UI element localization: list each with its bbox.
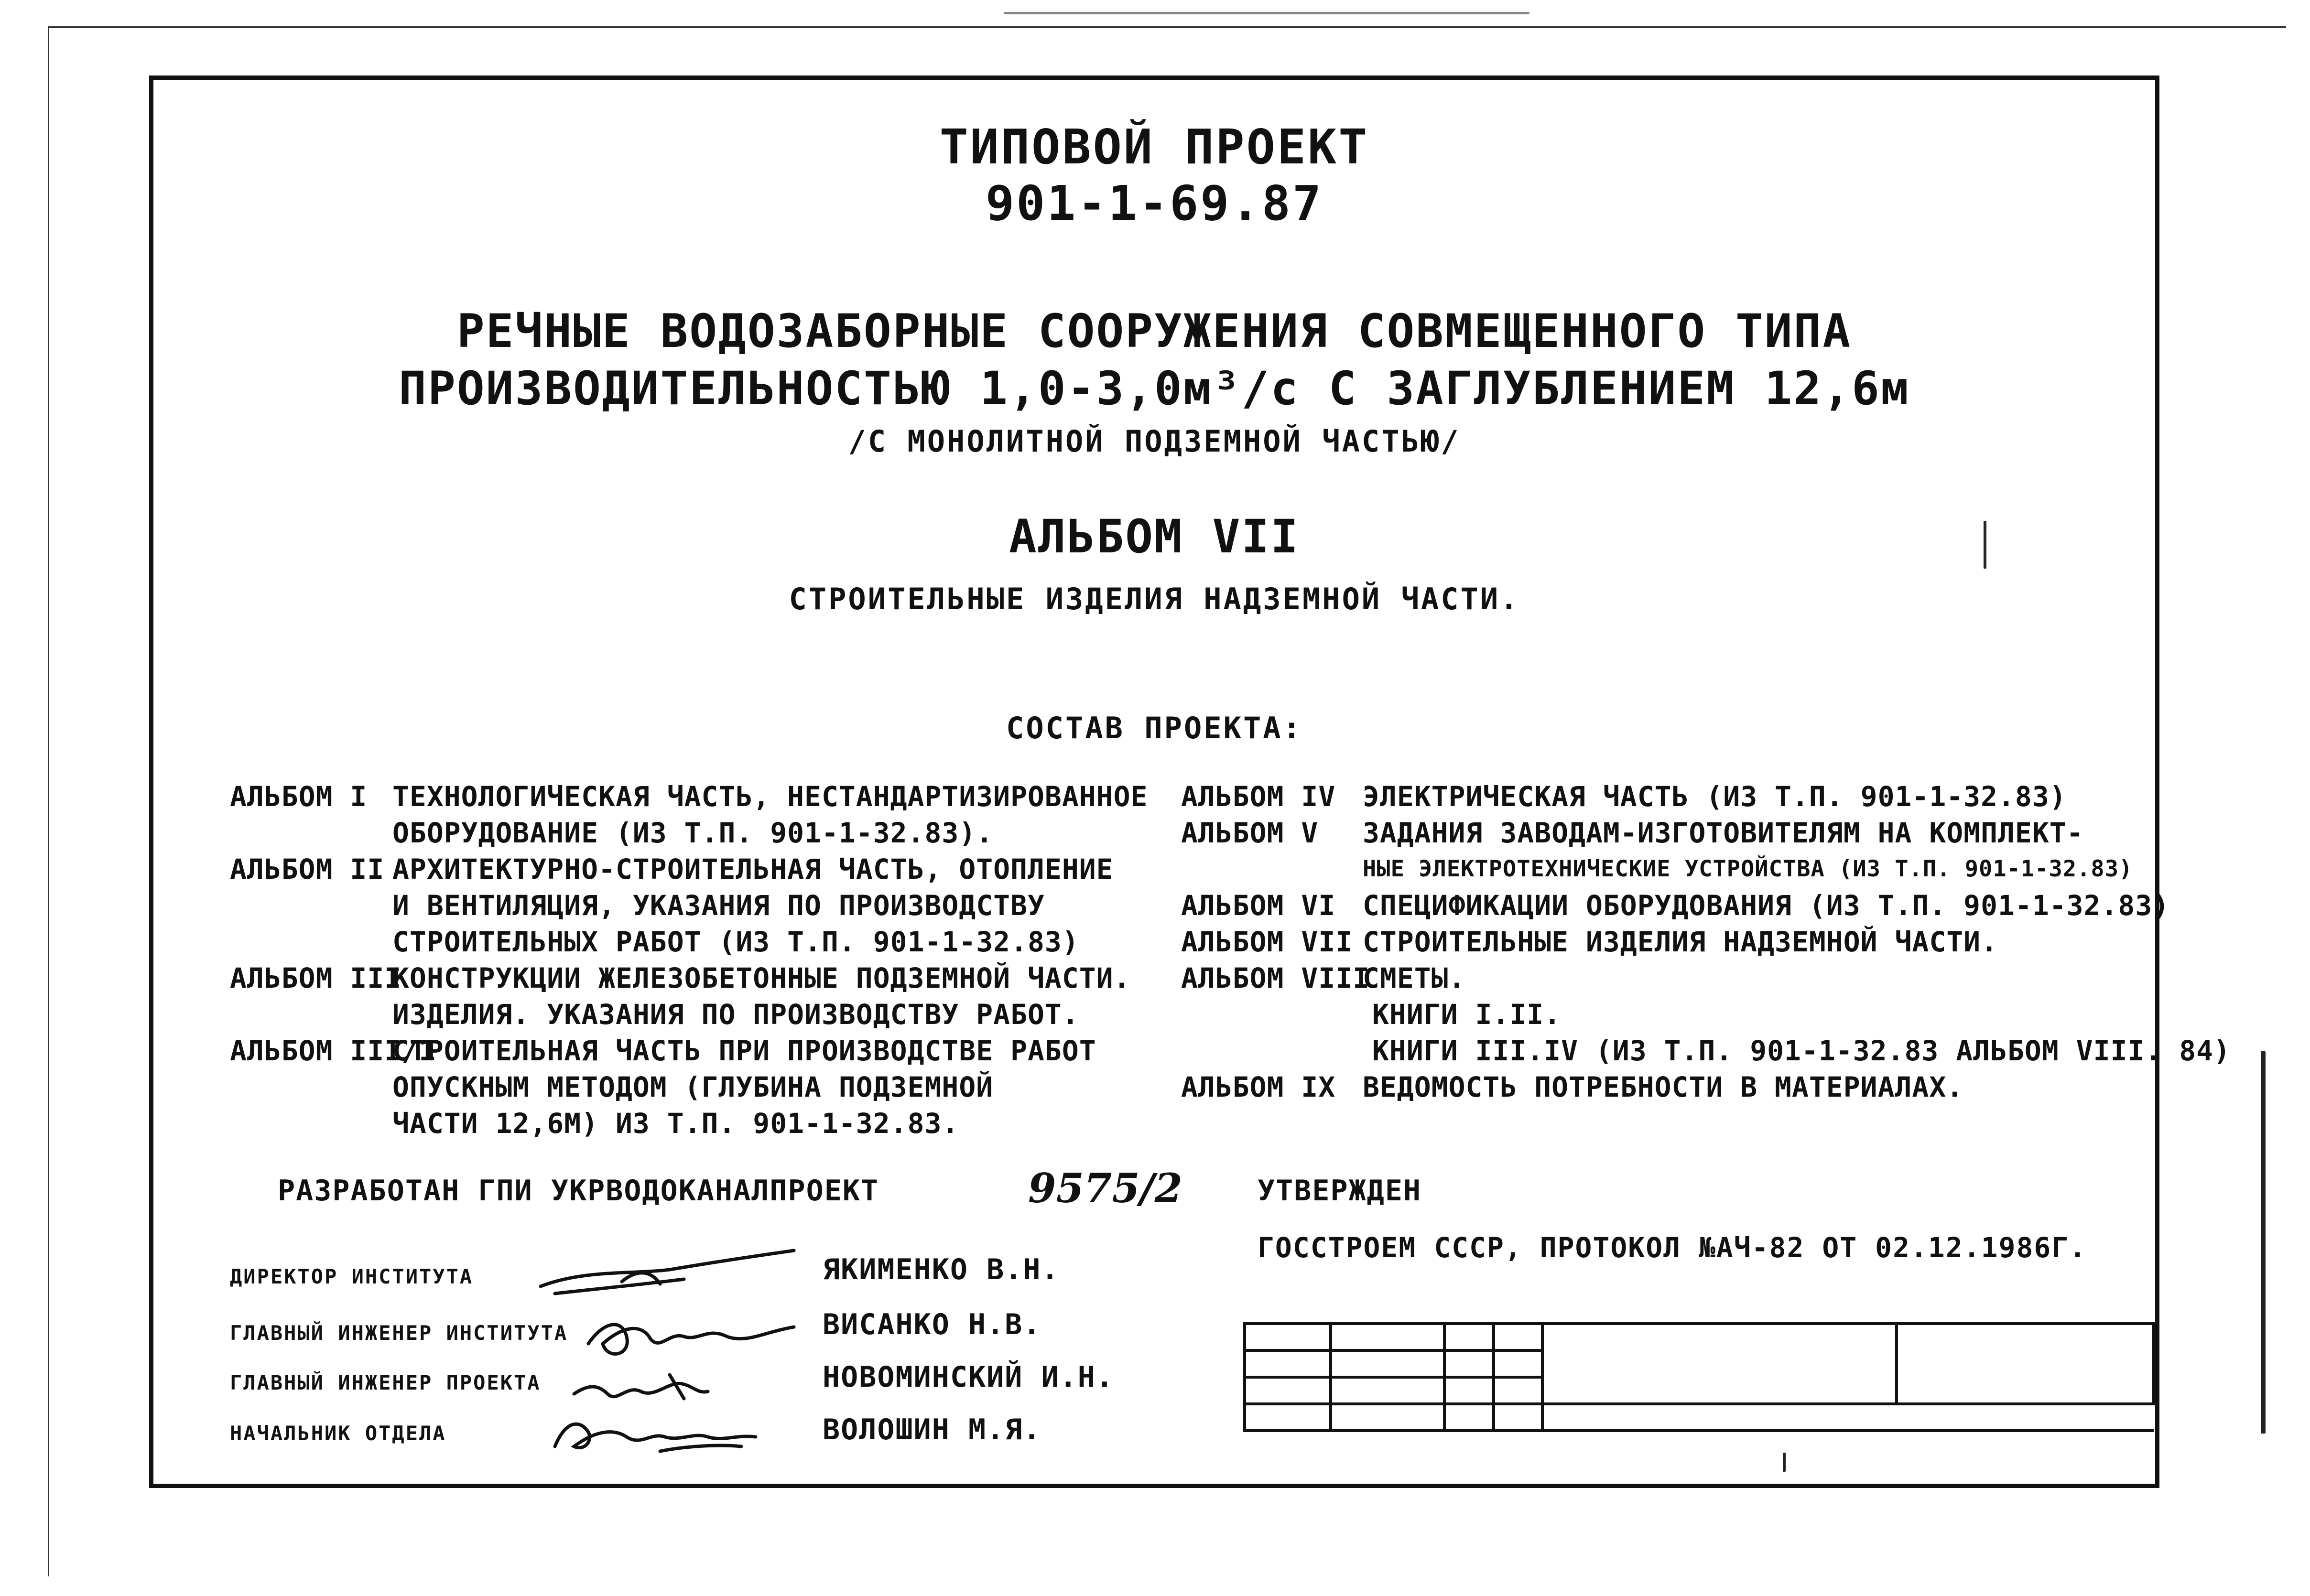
description-line: СТРОИТЕЛЬНЫЕ ИЗДЕЛИЯ НАДЗЕМНОЙ ЧАСТИ. — [1363, 926, 1998, 958]
description-line: ТЕХНОЛОГИЧЕСКАЯ ЧАСТЬ, НЕСТАНДАРТИЗИРОВАННОЕ — [392, 780, 1148, 813]
album-subtitle: СТРОИТЕЛЬНЫЕ ИЗДЕЛИЯ НАДЗЕМНОЙ ЧАСТИ. — [789, 582, 1520, 616]
description-line: КОНСТРУКЦИИ ЖЕЛЕЗОБЕТОННЫЕ ПОДЗЕМНОЙ ЧАСТИ. — [392, 962, 1131, 994]
album-label: АЛЬБОМ III — [230, 962, 402, 994]
album-description — [392, 778, 1148, 851]
album-label: АЛЬБОМ IX — [1181, 1071, 1336, 1103]
album-description — [1363, 815, 2133, 887]
album-description — [392, 1033, 1096, 1142]
description-line: АРХИТЕКТУРНО-СТРОИТЕЛЬНАЯ ЧАСТЬ, ОТОПЛЕНИЕ — [392, 853, 1114, 885]
album-label: АЛЬБОМ VII — [1181, 926, 1353, 958]
list-item — [1181, 815, 2231, 887]
list-item — [230, 778, 1148, 851]
album-name: АЛЬБОМ VII — [1009, 510, 1300, 563]
album-label: АЛЬБОМ I — [230, 780, 368, 813]
signature-name: НОВОМИНСКИЙ И.Н. — [823, 1360, 1114, 1394]
approval-line1: УТВЕРЖДЕН — [1258, 1174, 1422, 1208]
composition-right-list — [1181, 778, 2231, 1105]
list-item — [1181, 887, 2231, 924]
description-line: КНИГИ III.IV (ИЗ Т.П. 901-1-32.83 АЛЬБОМ VIII. 84) — [1372, 1035, 2231, 1067]
signature-name: ЯКИМЕНКО В.Н. — [823, 1253, 1060, 1286]
description-line: ОПУСКНЫМ МЕТОДОМ (ГЛУБИНА ПОДЗЕМНОЙ — [392, 1071, 994, 1103]
signature-department-head — [555, 1424, 756, 1451]
signatures-handwriting — [526, 1241, 851, 1461]
list-item — [1181, 778, 2231, 815]
description-line: СПЕЦИФИКАЦИИ ОБОРУДОВАНИЯ (ИЗ Т.П. 901-1-32.83) — [1363, 889, 2170, 922]
description-line: ЧАСТИ 12,6М) ИЗ Т.П. 901-1-32.83. — [392, 1107, 959, 1140]
album-description — [1363, 960, 2231, 1069]
header-line1: ТИПОВОЙ ПРОЕКТ — [939, 119, 1369, 175]
signature-role: НАЧАЛЬНИК ОТДЕЛА — [230, 1422, 446, 1445]
description-line: ИЗДЕЛИЯ. УКАЗАНИЯ ПО ПРОИЗВОДСТВУ РАБОТ. — [392, 998, 1079, 1031]
album-description — [1363, 887, 2169, 924]
scan-mark — [1783, 1453, 1786, 1472]
signature-director — [541, 1251, 794, 1294]
description-line: НЫЕ ЭЛЕКТРОТЕХНИЧЕСКИЕ УСТРОЙСТВА (ИЗ Т.П. 901-1-32.83) — [1363, 856, 2133, 882]
scan-mark — [1984, 521, 1986, 569]
album-description — [392, 960, 1131, 1033]
list-item — [230, 960, 1148, 1033]
list-item — [1181, 960, 2231, 1069]
title-line1: РЕЧНЫЕ ВОДОЗАБОРНЫЕ СООРУЖЕНИЯ СОВМЕЩЕННОГО ТИПА — [456, 304, 1852, 358]
title-line3: /С МОНОЛИТНОЙ ПОДЗЕМНОЙ ЧАСТЬЮ/ — [848, 424, 1461, 459]
description-line: СМЕТЫ. — [1363, 962, 1466, 994]
album-label: АЛЬБОМ IV — [1181, 780, 1336, 813]
approval-line2: ГОССТРОЕМ СССР, ПРОТОКОЛ №АЧ-82 ОТ 02.12.1986Г. — [1258, 1231, 2087, 1264]
description-line: И ВЕНТИЛЯЦИЯ, УКАЗАНИЯ ПО ПРОИЗВОДСТВУ — [392, 889, 1045, 922]
scan-mark — [1004, 12, 1529, 14]
album-description — [1363, 924, 1998, 960]
developer-text: РАЗРАБОТАН ГПИ УКРВОДОКАНАЛПРОЕКТ — [278, 1174, 879, 1208]
signature-chief-engineer-institute — [588, 1325, 794, 1354]
album-description — [1363, 778, 2067, 815]
list-item — [230, 851, 1148, 960]
project-number: 901-1-69.87 — [985, 175, 1323, 231]
album-label: АЛЬБОМ VIII — [1181, 962, 1370, 994]
handwritten-number: 9575/2 — [1028, 1165, 1182, 1212]
description-line: СТРОИТЕЛЬНАЯ ЧАСТЬ ПРИ ПРОИЗВОДСТВЕ РАБОТ — [392, 1035, 1096, 1067]
album-description — [1363, 1069, 1963, 1105]
composition-heading: СОСТАВ ПРОЕКТА: — [1006, 711, 1302, 745]
album-label: АЛЬБОМ III/1 — [230, 1035, 436, 1067]
drawing-frame — [149, 75, 2231, 1488]
list-item — [230, 1033, 1148, 1142]
signature-role: ДИРЕКТОР ИНСТИТУТА — [230, 1265, 474, 1288]
album-label: АЛЬБОМ VI — [1181, 889, 1336, 922]
album-label: АЛЬБОМ II — [230, 853, 385, 885]
description-line: ЭЛЕКТРИЧЕСКАЯ ЧАСТЬ (ИЗ Т.П. 901-1-32.83) — [1363, 780, 2067, 813]
description-line: ОБОРУДОВАНИЕ (ИЗ Т.П. 901-1-32.83). — [392, 817, 994, 849]
title-line2: ПРОИЗВОДИТЕЛЬНОСТЬЮ 1,0-3,0м³/с С ЗАГЛУБЛЕНИЕМ 12,6м — [399, 362, 1910, 415]
list-item — [1181, 1069, 2231, 1105]
list-item — [1181, 924, 2231, 960]
description-line: ВЕДОМОСТЬ ПОТРЕБНОСТИ В МАТЕРИАЛАХ. — [1363, 1071, 1964, 1103]
signature-name: ВОЛОШИН М.Я. — [823, 1413, 1041, 1446]
signature-chief-engineer-project — [574, 1375, 708, 1399]
signature-role: ГЛАВНЫЙ ИНЖЕНЕР ИНСТИТУТА — [230, 1321, 568, 1345]
signature-name: ВИСАНКО Н.В. — [823, 1308, 1041, 1341]
description-line: ЗАДАНИЯ ЗАВОДАМ-ИЗГОТОВИТЕЛЯМ НА КОМПЛЕКТ- — [1363, 817, 2084, 849]
description-line: СТРОИТЕЛЬНЫХ РАБОТ (ИЗ Т.П. 901-1-32.83) — [392, 926, 1079, 958]
album-label: АЛЬБОМ V — [1181, 817, 1319, 849]
signature-role: ГЛАВНЫЙ ИНЖЕНЕР ПРОЕКТА — [230, 1371, 541, 1394]
description-line: КНИГИ I.II. — [1372, 998, 1562, 1031]
scan-mark — [2261, 1051, 2266, 1434]
album-description — [392, 851, 1114, 960]
title-block-stamp — [1243, 1322, 2155, 1432]
composition-left-list — [230, 778, 1148, 1142]
